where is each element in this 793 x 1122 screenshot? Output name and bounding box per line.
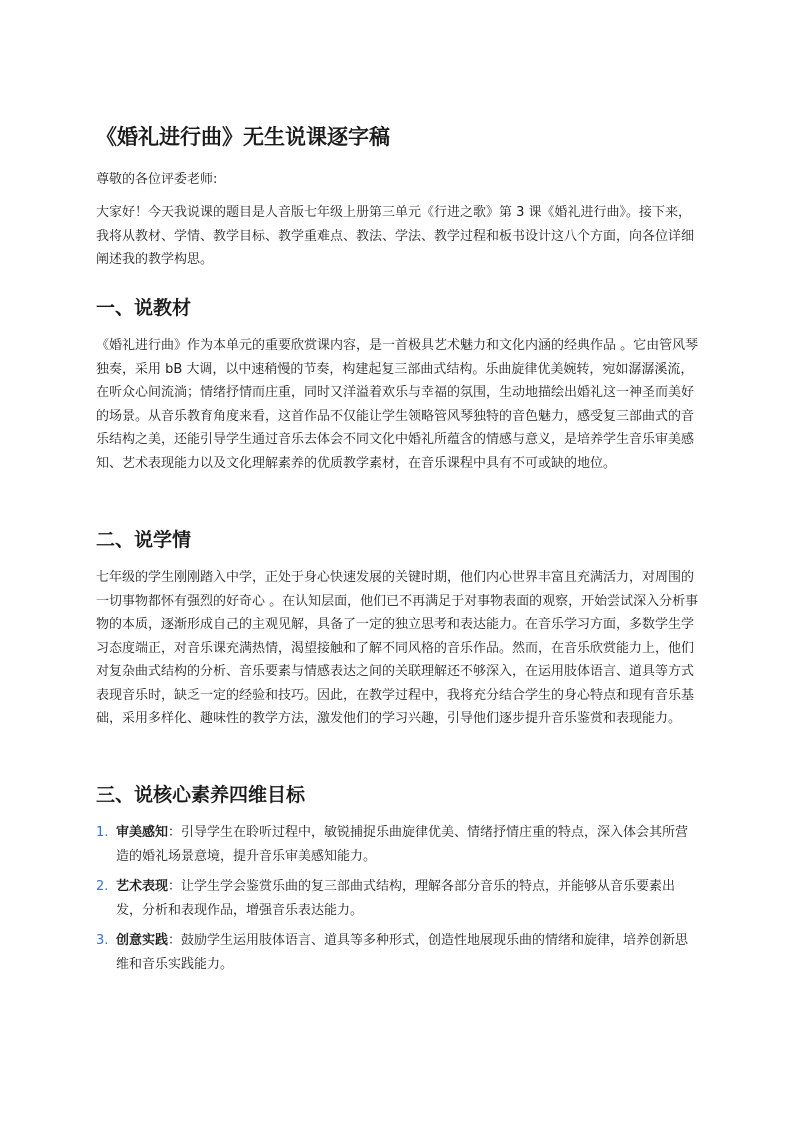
goal-term: 创意实践: [116, 933, 169, 948]
goal-term: 艺术表现: [116, 879, 169, 894]
list-number: 2.: [96, 879, 109, 894]
greeting-line: 尊敬的各位评委老师:: [96, 172, 218, 187]
goal-text: ：鼓励学生运用肢体语言、道具等多种形式，创造性地展现乐曲的情绪和旋律，培养创新思维和音乐实践能力。: [116, 933, 689, 972]
goal-text: ：引导学生在聆听过程中，敏锐捕捉乐曲旋律优美、情绪抒情庄重的特点，深入体会其所营造的婚礼场景意境，提升音乐审美感知能力。: [116, 825, 689, 864]
section-body-students: 七年级的学生刚刚踏入中学，正处于身心快速发展的关键时期，他们内心世界丰富且充满活力，对周围的一切事物都怀有强烈的好奇心 。在认知层面，他们已不再满足于对事物表面的观察，开始尝试深入分析事物的本质，逐渐形成自己的主观见解，具备了一定的独立思考和表达能力。在音乐学习方面，多数学生学习态度端正，对音乐课充满热情，渴望接触和了解不同风格的音乐作品。然而，在音乐欣赏能力上，他们对复杂曲式结构的分析、音乐要素与情感表达之间的关联理解还不够深入，在运用肢体语言、道具等方式表现音乐时，缺乏一定的经验和技巧。因此，在教学过程中，我将充分结合学生的身心特点和现有音乐基础，采用多样化、趣味性的教学方法，激发他们的学习兴趣，引导他们逐步提升音乐鉴赏和表现能力。: [96, 570, 699, 726]
section-heading-goals: 三、说核心素养四维目标: [96, 784, 306, 806]
goals-list: [96, 821, 700, 983]
list-item: [96, 929, 700, 977]
intro-paragraph: 大家好！今天我说课的题目是人音版七年级上册第三单元《行进之歌》第 3 课《婚礼进行曲》。接下来，我将从教材、学情、教学目标、教学重难点、教法、学法、教学过程和板书设计这八个方面，向各位详细阐述我的教学构思。: [96, 205, 695, 267]
goal-text: ：让学生学会鉴赏乐曲的复三部曲式结构，理解各部分音乐的特点，并能够从音乐要素出发，分析和表现作品，增强音乐表达能力。: [116, 879, 676, 918]
document-title: 《婚礼进行曲》无生说课逐字稿: [96, 125, 390, 149]
section-heading-students: 二、说学情: [96, 529, 192, 551]
section-heading-textbook: 一、说教材: [96, 297, 192, 319]
list-number: 1.: [96, 825, 109, 840]
list-item: [96, 875, 700, 923]
list-number: 3.: [96, 933, 109, 948]
list-item: [96, 821, 700, 869]
goal-term: 审美感知: [116, 825, 169, 840]
section-body-textbook: 《婚礼进行曲》作为本单元的重要欣赏课内容，是一首极具艺术魅力和文化内涵的经典作品 。它由管风琴独奏，采用 bB 大调，以中速稍慢的节奏，构建起复三部曲式结构。乐曲旋律优美婉转，宛如潺潺溪流，在听众心间流淌；情绪抒情而庄重，同时又洋溢着欢乐与幸福的氛围，生动地描绘出婚礼这一神圣而美好的场景。从音乐教育角度来看，这首作品不仅能让学生领略管风琴独特的音色魅力，感受复三部曲式的音乐结构之美，还能引导学生通过音乐去体会不同文化中婚礼所蕴含的情感与意义，是培养学生音乐审美感知、艺术表现能力以及文化理解素养的优质教学素材，在音乐课程中具有不可或缺的地位。: [96, 338, 699, 471]
